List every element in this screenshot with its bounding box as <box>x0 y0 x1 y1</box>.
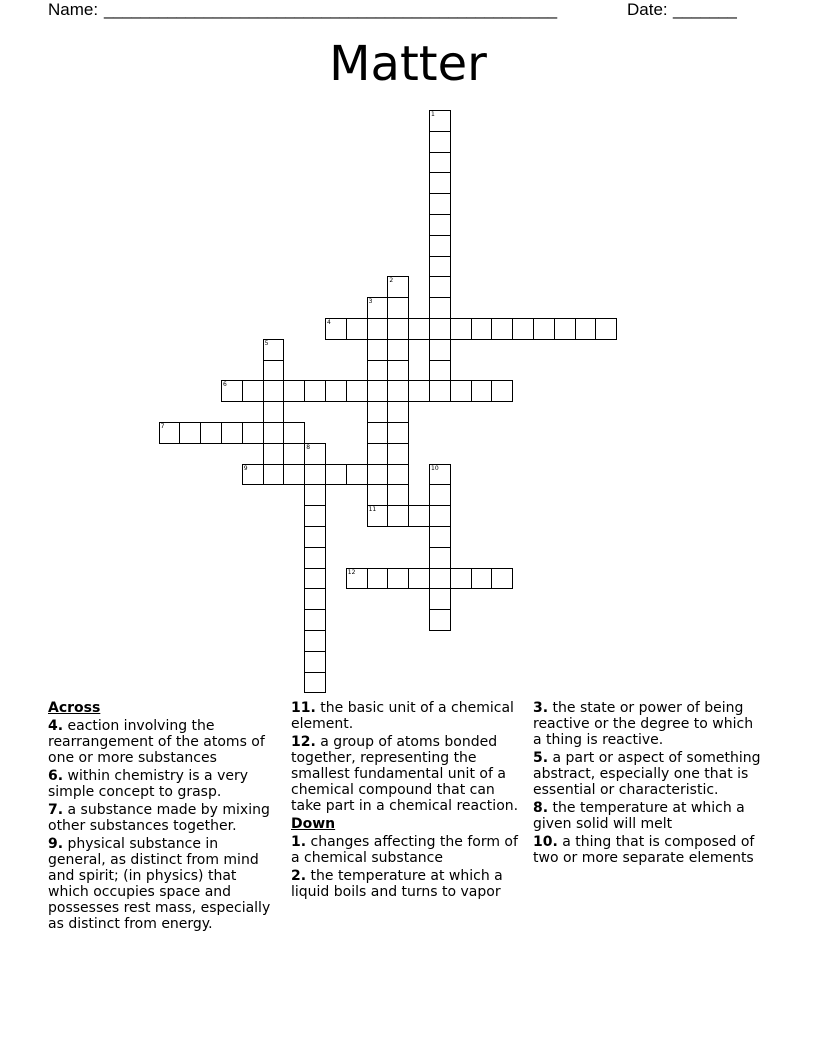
crossword-cell[interactable] <box>263 401 285 423</box>
crossword-cell[interactable] <box>304 672 326 694</box>
clue-down-1 <box>291 834 523 866</box>
crossword-cell[interactable] <box>387 484 409 506</box>
crossword-cell[interactable] <box>387 318 409 340</box>
clue-text: a substance made by mixing other substances together. <box>48 802 270 834</box>
clue-number: 12. <box>291 734 316 750</box>
clue-number: 9. <box>48 836 64 852</box>
crossword-cell[interactable] <box>304 651 326 673</box>
crossword-cell[interactable] <box>450 318 472 340</box>
crossword-cell[interactable] <box>221 380 243 402</box>
crossword-cell[interactable] <box>408 505 430 527</box>
crossword-cell[interactable] <box>429 131 451 153</box>
crossword-cell[interactable] <box>512 318 534 340</box>
crossword-cell[interactable] <box>200 422 222 444</box>
crossword-cell[interactable] <box>179 422 201 444</box>
crossword-cell[interactable] <box>367 568 389 590</box>
clue-number: 10. <box>533 834 558 850</box>
clue-text: the state or power of being reactive or the degree to which a thing is reactive. <box>533 700 754 748</box>
crossword-cell[interactable] <box>304 380 326 402</box>
crossword-cell[interactable] <box>429 276 451 298</box>
cell-number: 11 <box>368 506 377 514</box>
cell-number: 12 <box>347 568 356 576</box>
clue-number: 4. <box>48 718 64 734</box>
clues-column-3 <box>533 700 765 868</box>
crossword-cell[interactable] <box>304 443 326 465</box>
cell-number: 8 <box>306 443 311 451</box>
crossword-cell[interactable] <box>533 318 555 340</box>
crossword-cell[interactable] <box>575 318 597 340</box>
crossword-cell[interactable] <box>304 588 326 610</box>
page-title: Matter <box>329 36 487 92</box>
cell-number: 4 <box>327 319 331 326</box>
clue-number: 3. <box>533 700 549 716</box>
clues-column-2 <box>291 700 523 902</box>
crossword-cell[interactable] <box>283 380 305 402</box>
clue-down-5 <box>533 750 765 798</box>
crossword-cell[interactable] <box>346 380 368 402</box>
crossword-cell[interactable] <box>367 443 389 465</box>
clue-text: the temperature at which a given solid will melt <box>533 800 745 832</box>
clue-text: the basic unit of a chemical element. <box>291 700 514 732</box>
cell-number: 6 <box>223 381 227 389</box>
crossword-cell[interactable] <box>429 152 451 174</box>
crossword-cell[interactable] <box>283 422 305 444</box>
crossword-cell[interactable] <box>367 339 389 361</box>
cell-number: 1 <box>431 111 435 118</box>
cell-number: 7 <box>160 423 165 430</box>
crossword-cell[interactable] <box>367 297 389 319</box>
crossword-cell[interactable] <box>429 588 451 610</box>
crossword-cell[interactable] <box>491 380 513 402</box>
clue-across-11 <box>291 700 523 732</box>
crossword-cell[interactable] <box>429 297 451 319</box>
crossword-cell[interactable] <box>595 318 617 340</box>
across-heading: Across <box>48 700 101 716</box>
crossword-cell[interactable] <box>387 422 409 444</box>
crossword-cell[interactable] <box>304 609 326 631</box>
crossword-cell[interactable] <box>263 360 285 382</box>
clue-text: changes affecting the form of a chemical substance <box>291 834 518 866</box>
date-line[interactable]: _______ <box>673 0 737 19</box>
crossword-cell[interactable] <box>471 568 493 590</box>
date-label: Date: <box>627 0 668 19</box>
clue-text: within chemistry is a very simple concept to grasp. <box>48 768 249 800</box>
crossword-cell[interactable] <box>263 443 285 465</box>
crossword-cell[interactable] <box>387 380 409 402</box>
crossword-cell[interactable] <box>491 318 513 340</box>
clue-across-9 <box>48 836 278 932</box>
crossword-cell[interactable] <box>304 484 326 506</box>
crossword-cell[interactable] <box>429 193 451 215</box>
clue-down-3 <box>533 700 765 748</box>
clue-down-10 <box>533 834 765 866</box>
crossword-cell[interactable] <box>325 318 347 340</box>
crossword-cell[interactable] <box>429 609 451 631</box>
name-label: Name: <box>48 0 99 19</box>
crossword-cell[interactable] <box>429 547 451 569</box>
name-line[interactable]: __________________________________________________ <box>104 0 557 19</box>
clue-down-8 <box>533 800 765 832</box>
clue-across-7 <box>48 802 278 834</box>
down-heading: Down <box>291 816 336 832</box>
crossword-cell[interactable] <box>263 380 285 402</box>
crossword-cell[interactable] <box>304 568 326 590</box>
crossword-cell[interactable] <box>429 235 451 257</box>
crossword-cell[interactable] <box>408 568 430 590</box>
crossword-cell[interactable] <box>491 568 513 590</box>
crossword-cell[interactable] <box>221 422 243 444</box>
clue-number: 8. <box>533 800 549 816</box>
crossword-cell[interactable] <box>429 172 451 194</box>
crossword-cell[interactable] <box>387 339 409 361</box>
clue-text: physical substance in general, as distinct from mind and spirit; (in physics) that which occupies space and possesses rest mass, especially as distinct from energy. <box>48 836 271 932</box>
crossword-cell[interactable] <box>429 110 451 132</box>
crossword-cell[interactable] <box>367 484 389 506</box>
crossword-cell[interactable] <box>471 318 493 340</box>
crossword-cell[interactable] <box>367 401 389 423</box>
crossword-cell[interactable] <box>304 630 326 652</box>
crossword-cell[interactable] <box>242 422 264 444</box>
clue-across-4 <box>48 718 278 766</box>
crossword-cell[interactable] <box>408 318 430 340</box>
crossword-cell[interactable] <box>159 422 181 444</box>
crossword-cell[interactable] <box>263 422 285 444</box>
clue-number: 1. <box>291 834 307 850</box>
clue-text: the temperature at which a liquid boils and turns to vapor <box>291 868 503 900</box>
crossword-cell[interactable] <box>429 484 451 506</box>
clue-across-6 <box>48 768 278 800</box>
crossword-cell[interactable] <box>263 464 285 486</box>
clue-text: a group of atoms bonded together, representing the smallest fundamental unit of a chemical compound that can take part in a chemical reaction. <box>291 734 519 814</box>
cell-number: 5 <box>264 339 269 347</box>
crossword-cell[interactable] <box>387 505 409 527</box>
cell-number: 2 <box>389 277 394 285</box>
crossword-cell[interactable] <box>554 318 576 340</box>
crossword-cell[interactable] <box>387 401 409 423</box>
clue-number: 7. <box>48 802 64 818</box>
crossword-cell[interactable] <box>429 256 451 278</box>
crossword-cell[interactable] <box>304 505 326 527</box>
crossword-cell[interactable] <box>367 422 389 444</box>
crossword-cell[interactable] <box>387 464 409 486</box>
crossword-cell[interactable] <box>429 339 451 361</box>
crossword-cell[interactable] <box>429 380 451 402</box>
crossword-cell[interactable] <box>429 464 451 486</box>
crossword-cell[interactable] <box>387 443 409 465</box>
crossword-cell[interactable] <box>387 276 409 298</box>
clue-number: 6. <box>48 768 64 784</box>
cell-number: 10 <box>431 464 439 472</box>
clue-text: a part or aspect of something abstract, especially one that is essential or characteristic. <box>533 750 761 798</box>
crossword-cell[interactable] <box>408 380 430 402</box>
clue-number: 5. <box>533 750 549 766</box>
crossword-cell[interactable] <box>387 297 409 319</box>
crossword-cell[interactable] <box>387 568 409 590</box>
crossword-cell[interactable] <box>387 360 409 382</box>
crossword-cell[interactable] <box>346 464 368 486</box>
crossword-cell[interactable] <box>242 380 264 402</box>
crossword-cell[interactable] <box>450 568 472 590</box>
crossword-cell[interactable] <box>429 526 451 548</box>
clue-down-2 <box>291 868 523 900</box>
crossword-cell[interactable] <box>429 318 451 340</box>
crossword-cell[interactable] <box>304 464 326 486</box>
crossword-cell[interactable] <box>304 526 326 548</box>
crossword-cell[interactable] <box>367 380 389 402</box>
crossword-cell[interactable] <box>346 318 368 340</box>
clue-text: eaction involving the rearrangement of the atoms of one or more substances <box>48 718 265 766</box>
crossword-cell[interactable] <box>429 505 451 527</box>
crossword-cell[interactable] <box>325 464 347 486</box>
clue-number: 11. <box>291 700 316 716</box>
clue-text: a thing that is composed of two or more separate elements <box>533 834 755 866</box>
clue-across-12 <box>291 734 523 814</box>
crossword-cell[interactable] <box>429 214 451 236</box>
crossword-cell[interactable] <box>283 464 305 486</box>
crossword-cell[interactable] <box>346 568 368 590</box>
cell-number: 9 <box>243 464 248 472</box>
crossword-cell[interactable] <box>304 547 326 569</box>
crossword-cell[interactable] <box>367 318 389 340</box>
crossword-cell[interactable] <box>367 360 389 382</box>
clues-column-1 <box>48 700 278 934</box>
crossword-cell[interactable] <box>429 568 451 590</box>
cell-number: 3 <box>368 298 373 306</box>
crossword-cell[interactable] <box>325 380 347 402</box>
crossword-cell[interactable] <box>450 380 472 402</box>
crossword-cell[interactable] <box>367 505 389 527</box>
crossword-cell[interactable] <box>367 464 389 486</box>
crossword-cell[interactable] <box>242 464 264 486</box>
clue-number: 2. <box>291 868 307 884</box>
crossword-cell[interactable] <box>263 339 285 361</box>
crossword-cell[interactable] <box>471 380 493 402</box>
crossword-cell[interactable] <box>429 360 451 382</box>
